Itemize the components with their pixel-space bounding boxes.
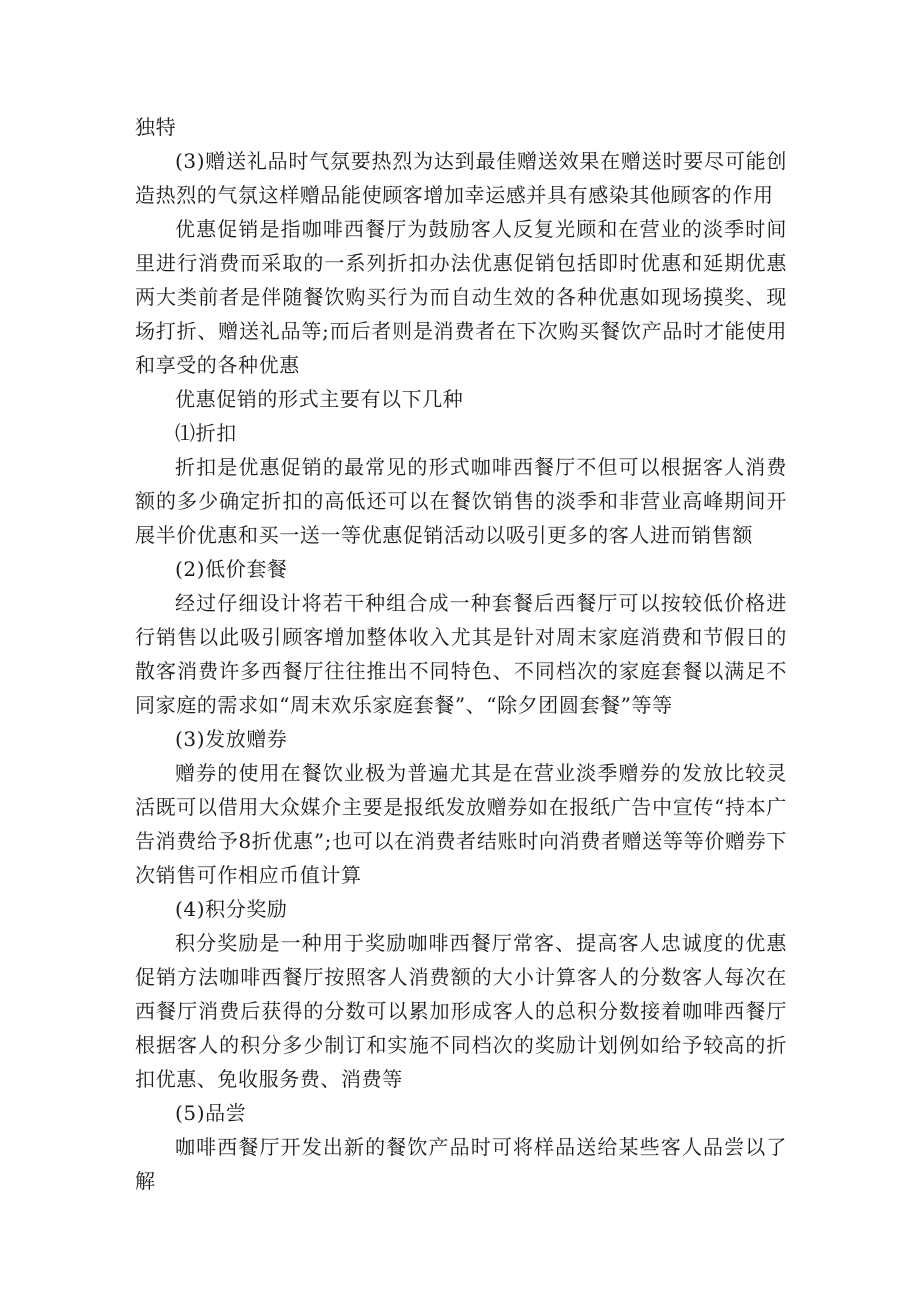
paragraph-discount-promotion: 优惠促销是指咖啡西餐厅为鼓励客人反复光顾和在营业的淡季时间里进行消费而采取的一系列折扣办法优惠促销包括即时优惠和延期优惠两大类前者是伴随餐饮购买行为而自动生效的各种优惠如现场摸奖、现场打折、赠送礼品等;而后者则是消费者在下次购买餐饮产品时才能使用和享受的各种优惠 [135, 217, 787, 377]
paragraph-points-reward: 积分奖励是一种用于奖励咖啡西餐厅常客、提高客人忠诚度的优惠促销方法咖啡西餐厅按照客人消费额的大小计算客人的分数客人每次在西餐厅消费后获得的分数可以累加形成客人的总积分数接着咖啡西餐厅根据客人的积分多少制订和实施不同档次的奖励计划例如给予较高的折扣优惠、免收服务费、消费等 [135, 931, 787, 1091]
heading-discount: ⑴折扣 [175, 421, 237, 445]
heading-points-reward: (4)积分奖励 [175, 897, 288, 921]
paragraph-set-meal: 经过仔细设计将若干种组合成一种套餐后西餐厅可以按较低价格进行销售以此吸引顾客增加整体收入尤其是针对周末家庭消费和节假日的散客消费许多西餐厅往往推出不同特色、不同档次的家庭套餐以满足不同家庭的需求如“周末欢乐家庭套餐”、“除夕团圆套餐”等等 [135, 591, 787, 717]
paragraph-gift-atmosphere: (3)赠送礼品时气氛要热烈为达到最佳赠送效果在赠送时要尽可能创造热烈的气氛这样赠品能使顾客增加幸运感并具有感染其他顾客的作用 [135, 149, 787, 207]
heading-set-meal: (2)低价套餐 [175, 557, 288, 581]
paragraph-continuation: 独特 [135, 115, 177, 139]
paragraph-coupons: 赠券的使用在餐饮业极为普遍尤其是在营业淡季赠券的发放比较灵活既可以借用大众媒介主要是报纸发放赠券如在报纸广告中宣传“持本广告消费给予8折优惠”;也可以在消费者结账时向消费者赠送等等价赠券下次销售可作相应币值计算 [135, 761, 787, 887]
paragraph-promotion-forms: 优惠促销的形式主要有以下几种 [175, 387, 464, 411]
paragraph-discount: 折扣是优惠促销的最常见的形式咖啡西餐厅不但可以根据客人消费额的多少确定折扣的高低还可以在餐饮销售的淡季和非营业高峰期间开展半价优惠和买一送一等优惠促销活动以吸引更多的客人进而销售额 [135, 455, 787, 547]
heading-coupons: (3)发放赠券 [175, 727, 288, 751]
document-body [135, 110, 787, 1198]
heading-tasting: (5)品尝 [175, 1101, 247, 1125]
paragraph-tasting: 咖啡西餐厅开发出新的餐饮产品时可将样品送给某些客人品尝以了解 [135, 1135, 787, 1193]
